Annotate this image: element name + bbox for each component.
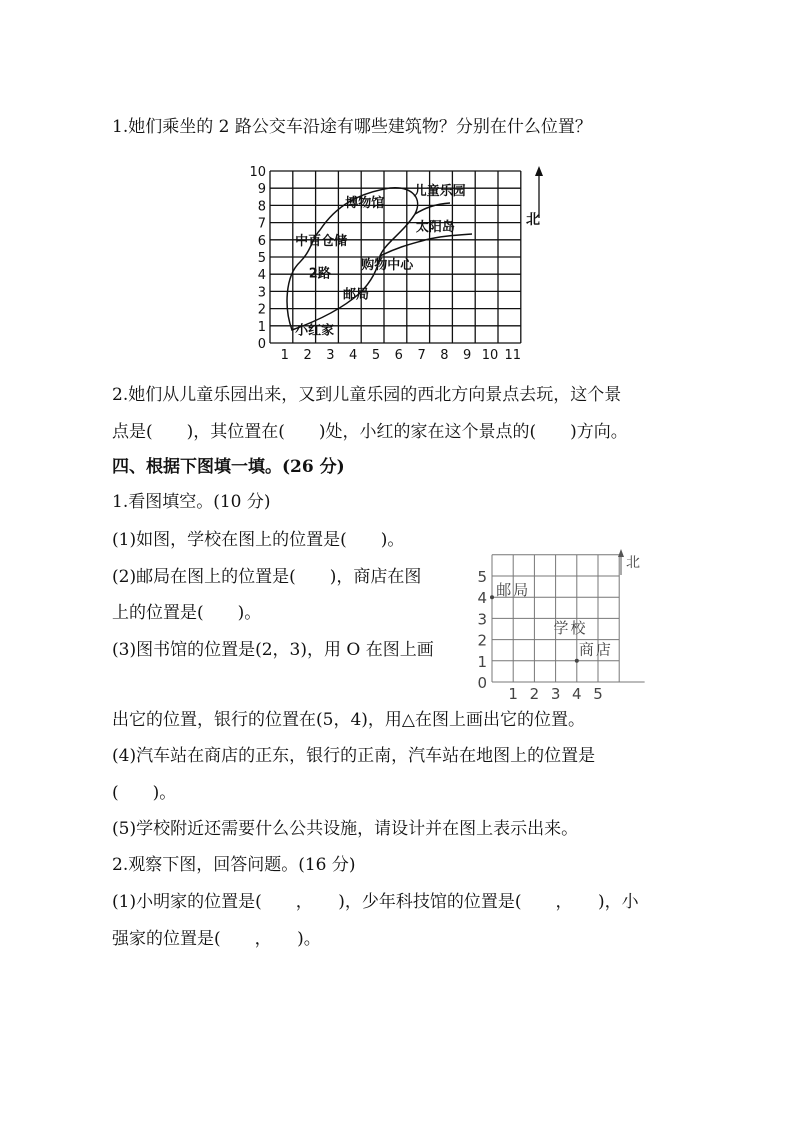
bus-route-map: [240, 158, 550, 364]
y-tick-label: 7: [257, 216, 266, 232]
section-4-heading: 四、根据下图填一填。(26 分): [112, 457, 345, 477]
x-tick-label: 4: [572, 685, 582, 700]
school-grid-map: [470, 545, 650, 700]
place-label-island: 太阳岛: [415, 220, 455, 236]
y-tick-label: 0: [257, 337, 266, 352]
x-tick-label: 11: [504, 348, 522, 363]
y-tick-label: 9: [257, 182, 266, 198]
x-tick-label: 10: [481, 348, 499, 363]
question-1: 1.她们乘坐的 2 路公交车沿途有哪些建筑物？分别在什么位置？: [112, 117, 592, 137]
x-tick-label: 5: [371, 348, 381, 363]
s4-q2-part1b: 强家的位置是( ， )。: [112, 929, 321, 949]
x-tick-label: 7: [417, 348, 426, 363]
place-label-store: 中百仓储: [295, 233, 348, 249]
place-label-post: 邮局: [496, 581, 531, 600]
s4-q1-part2b: 上的位置是( )。: [112, 603, 262, 623]
y-tick-label: 3: [477, 610, 487, 629]
place-label-route: 2路: [308, 266, 331, 282]
x-tick-label: 9: [463, 348, 472, 363]
x-tick-label: 4: [349, 348, 358, 363]
grid-point: [490, 595, 494, 599]
x-tick-label: 3: [550, 685, 561, 700]
x-tick-label: 1: [508, 685, 518, 700]
y-tick-label: 2: [477, 631, 487, 650]
y-tick-label: 4: [257, 268, 266, 284]
y-tick-label: 8: [257, 199, 266, 215]
s4-q1-part1: (1)如图，学校在图上的位置是( )。: [112, 530, 405, 550]
x-tick-label: 2: [529, 685, 540, 700]
question-2-line2: 点是( )，其位置在( )处，小红的家在这个景点的( )方向。: [112, 422, 628, 442]
place-label-park: 儿童乐园: [413, 184, 466, 200]
x-tick-label: 3: [326, 348, 335, 363]
grid-point: [575, 659, 579, 663]
place-label-mall: 购物中心: [361, 258, 414, 274]
question-2-line1: 2.她们从儿童乐园出来，又到儿童乐园的西北方向景点去玩，这个景: [112, 385, 622, 405]
branch-line-2: [415, 203, 450, 214]
s4-q1-part2a: (2)邮局在图上的位置是( )，商店在图: [112, 567, 422, 587]
y-tick-label: 5: [257, 251, 266, 266]
place-label-shop: 商店: [578, 640, 613, 659]
s4-q1-part5: (5)学校附近还需要什么公共设施，请设计并在图上表示出来。: [112, 819, 579, 839]
y-tick-label: 1: [477, 652, 487, 671]
y-tick-label: 0: [477, 674, 487, 692]
x-tick-label: 2: [303, 348, 312, 363]
north-label: 北: [526, 212, 540, 228]
s4-question-2: 2.观察下图，回答问题。(16 分): [112, 855, 356, 875]
place-label-home: 小红家: [295, 323, 335, 339]
north-label-2: 北: [626, 555, 640, 571]
s4-q2-part1a: (1)小明家的位置是( ， )，少年科技馆的位置是( ， )，小: [112, 892, 639, 912]
y-tick-label: 3: [257, 285, 266, 301]
x-tick-label: 6: [394, 348, 403, 363]
s4-question-1: 1.看图填空。(10 分): [112, 492, 271, 512]
y-tick-label: 5: [477, 568, 487, 586]
place-label-post: 邮局: [342, 287, 369, 303]
s4-q1-part3a: (3)图书馆的位置是(2，3)，用 O 在图上画: [112, 640, 434, 660]
y-tick-label: 10: [249, 165, 266, 180]
y-tick-label: 2: [257, 302, 266, 318]
y-tick-label: 4: [477, 589, 487, 608]
x-tick-label: 1: [280, 348, 289, 363]
s4-q1-part4a: (4)汽车站在商店的正东，银行的正南，汽车站在地图上的位置是: [112, 746, 596, 766]
place-label-school: 学校: [553, 619, 588, 638]
x-tick-label: 8: [440, 348, 449, 363]
s4-q1-part3b: 出它的位置，银行的位置在(5，4)，用△在图上画出它的位置。: [112, 710, 585, 730]
y-tick-label: 1: [257, 319, 266, 335]
x-tick-label: 5: [593, 685, 603, 700]
place-label-museum: 博物馆: [345, 196, 385, 212]
y-tick-label: 6: [257, 233, 266, 249]
s4-q1-part4b: ( )。: [112, 783, 177, 803]
